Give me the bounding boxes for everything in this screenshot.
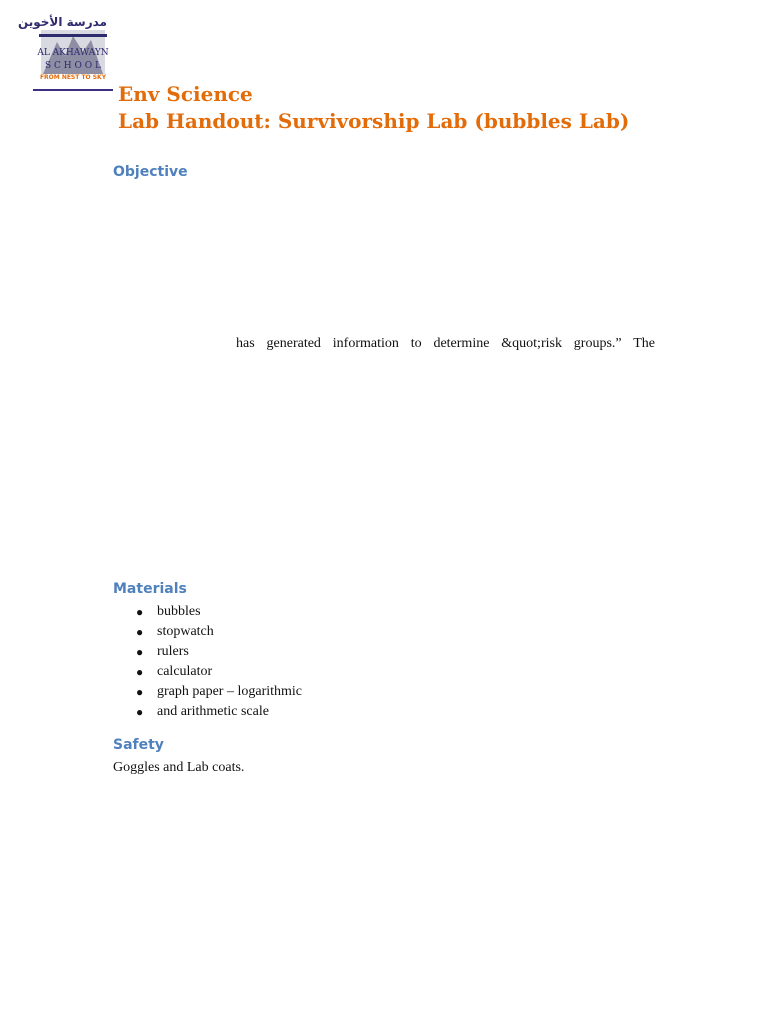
bullet-icon: ● bbox=[136, 605, 144, 619]
materials-item-text: stopwatch bbox=[157, 624, 214, 639]
school-logo bbox=[17, 12, 113, 84]
logo-arabic-text: مدرسة الأخوين bbox=[17, 15, 107, 29]
materials-item-text: graph paper – logarithmic bbox=[157, 684, 303, 699]
logo-underline bbox=[33, 89, 113, 91]
materials-item-text: calculator bbox=[157, 664, 213, 679]
bullet-icon: ● bbox=[136, 645, 144, 659]
safety-heading: Safety bbox=[113, 737, 164, 753]
materials-list-item bbox=[113, 622, 302, 642]
objective-heading: Objective bbox=[113, 164, 188, 180]
materials-list-item bbox=[113, 642, 302, 662]
materials-heading: Materials bbox=[113, 581, 187, 597]
logo-motto: FROM NEST TO SKY bbox=[39, 74, 107, 81]
bullet-icon: ● bbox=[136, 665, 144, 679]
safety-text: Goggles and Lab coats. bbox=[113, 760, 245, 775]
school-logo-graphic bbox=[17, 12, 113, 84]
materials-item-text: bubbles bbox=[157, 604, 201, 619]
materials-list-item bbox=[113, 602, 302, 622]
logo-school-name: AL AKHAWAYN bbox=[37, 48, 109, 58]
objective-text-fragment: has generated information to determine &quot;risk groups.” The bbox=[236, 336, 655, 351]
materials-list bbox=[113, 602, 302, 722]
bullet-icon: ● bbox=[136, 625, 144, 639]
document-title-handout: Lab Handout: Survivorship Lab (bubbles Lab) bbox=[118, 109, 630, 133]
materials-list-item bbox=[113, 662, 302, 682]
materials-item-text: rulers bbox=[157, 644, 189, 659]
materials-list-item bbox=[113, 682, 302, 702]
materials-list-item bbox=[113, 702, 302, 722]
materials-item-text: and arithmetic scale bbox=[157, 704, 269, 719]
bullet-icon: ● bbox=[136, 685, 144, 699]
document-title-subject: Env Science bbox=[118, 82, 253, 106]
bullet-icon: ● bbox=[136, 705, 144, 719]
logo-school-word: S C H O O L bbox=[45, 61, 101, 71]
